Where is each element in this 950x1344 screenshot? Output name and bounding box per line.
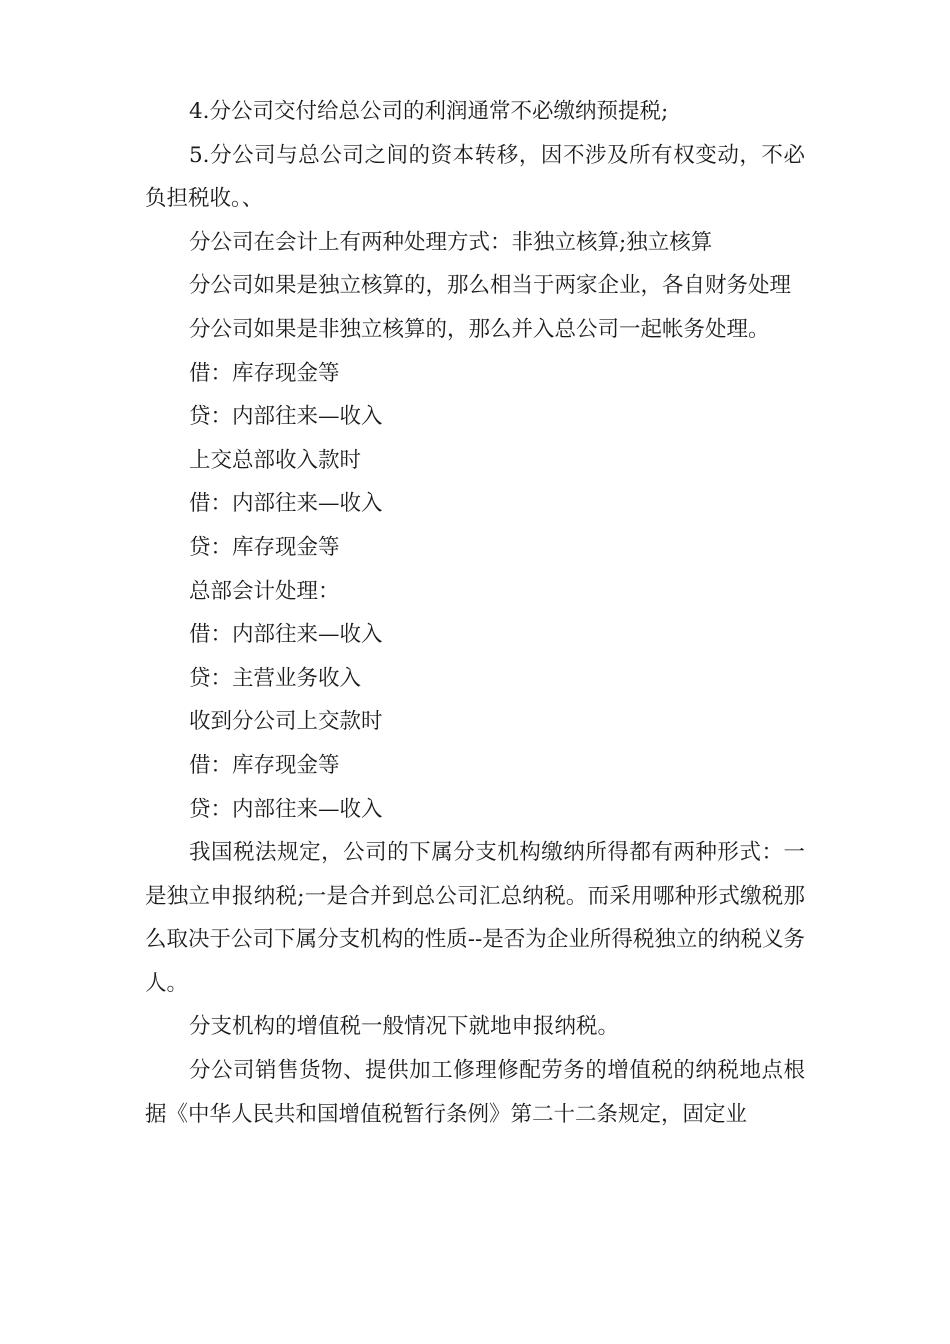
paragraph: 贷：内部往来—收入: [189, 404, 383, 430]
paragraph: 分公司在会计上有两种处理方式：非独立核算;独立核算: [189, 229, 713, 255]
paragraph: 借：库存现金等: [189, 752, 340, 778]
paragraph: 收到分公司上交款时: [189, 709, 383, 735]
paragraph: 上交总部收入款时: [189, 447, 362, 473]
paragraph: 我国税法规定，公司的下属分支机构缴纳所得都有两种形式：一是独立申报纳税;一是合并到总公司汇总纳税。而采用哪种形式缴税那么取决于公司下属分支机构的性质--是否为企业所得税独立的纳税义务人。: [145, 840, 805, 996]
paragraph: 贷：内部往来—收入: [189, 796, 383, 822]
paragraph: 分公司销售货物、提供加工修理修配劳务的增值税的纳税地点根据《中华人民共和国增值税暂行条例》第二十二条规定，固定业: [145, 1058, 805, 1127]
paragraph: 贷：库存现金等: [189, 534, 340, 560]
paragraph: 分支机构的增值税一般情况下就地申报纳税。: [189, 1014, 620, 1040]
paragraph: 分公司如果是非独立核算的，那么并入总公司一起帐务处理。: [189, 316, 770, 342]
paragraph: 贷：主营业务收入: [189, 665, 362, 691]
paragraph: 5.分公司与总公司之间的资本转移，因不涉及所有权变动，不必负担税收。、: [145, 142, 805, 212]
paragraph: 借：内部往来—收入: [189, 622, 383, 648]
paragraph: 4.分公司交付给总公司的利润通常不必缴纳预提税;: [189, 99, 669, 124]
paragraph: 借：内部往来—收入: [189, 491, 383, 517]
paragraph: 总部会计处理：: [189, 578, 340, 604]
paragraph: 借：库存现金等: [189, 360, 340, 386]
document-body: [145, 90, 805, 1136]
paragraph: 分公司如果是独立核算的，那么相当于两家企业，各自财务处理: [189, 273, 792, 299]
